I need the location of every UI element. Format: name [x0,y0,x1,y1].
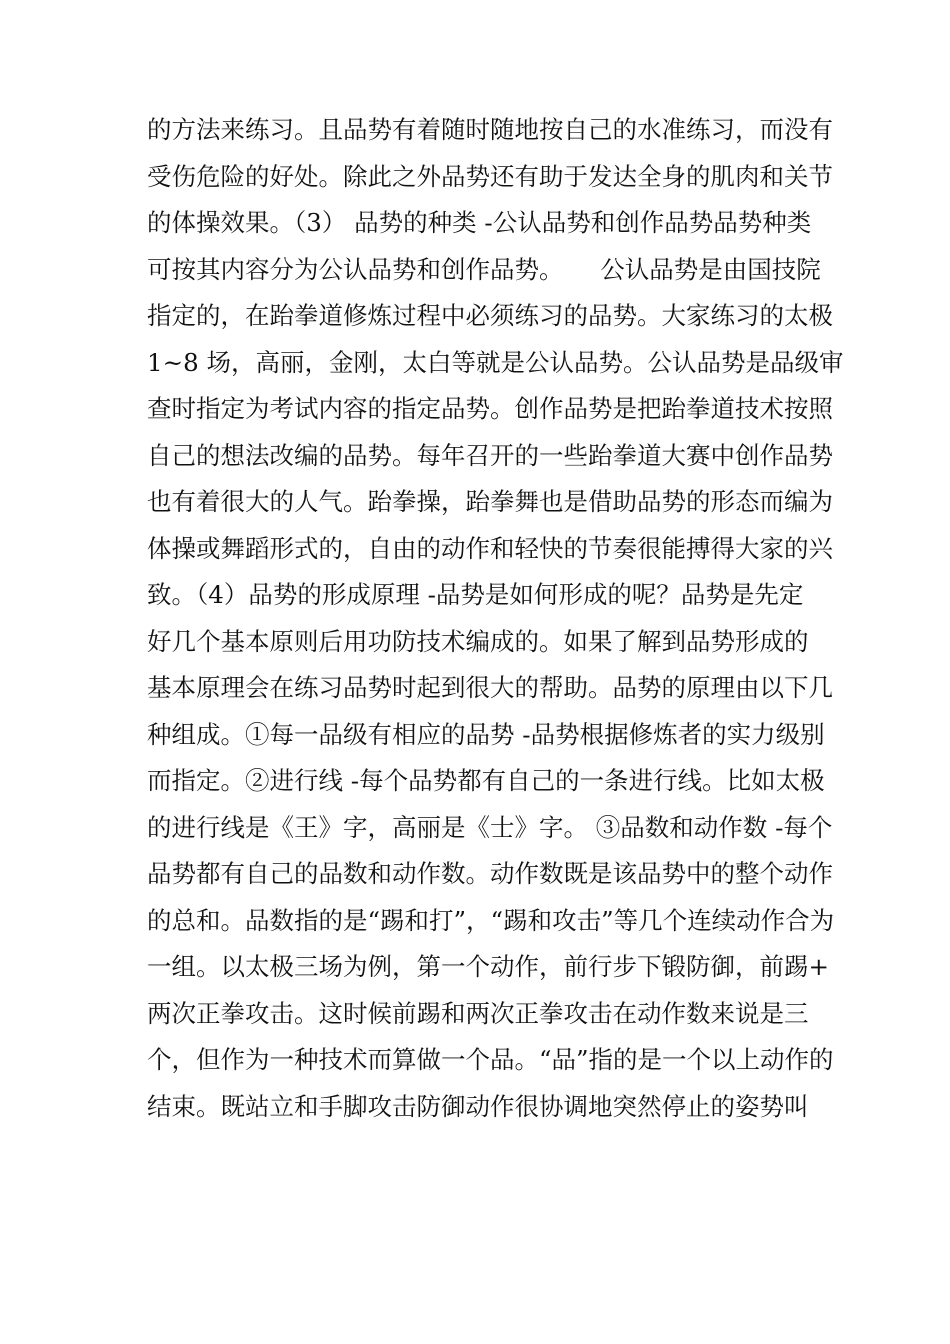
text-line: 指定的，在跆拳道修炼过程中必须练习的品势。大家练习的太极 [147,301,833,330]
text-line: 的体操效果。（3） 品势的种类 -公认品势和创作品势品势种类 [147,208,812,237]
text-line: 个，但作为一种技术而算做一个品。“品”指的是一个以上动作的 [147,1045,834,1074]
text-line: 受伤危险的好处。除此之外品势还有助于发达全身的肌肉和关节 [147,161,833,191]
text-line: 两次正拳攻击。这时候前踢和两次正拳攻击在动作数来说是三 [147,998,809,1028]
text-line: 好几个基本原则后用功防技术编成的。如果了解到品势形成的 [147,626,809,656]
text-line: 致。（4）品势的形成原理 -品势是如何形成的呢？品势是先定 [147,580,804,609]
text-line: 的方法来练习。且品势有着随时随地按自己的水准练习，而没有 [147,115,833,144]
text-line: 也有着很大的人气。跆拳操，跆拳舞也是借助品势的形态而编为 [147,487,833,516]
text-line: 品势都有自己的品数和动作数。动作数既是该品势中的整个动作 [147,859,833,888]
body-text [147,107,847,1130]
text-line: 1~8 场，高丽，金刚，太白等就是公认品势。公认品势是品级审 [147,347,844,377]
text-line: 种组成。①每一品级有相应的品势 -品势根据修炼者的实力级别 [147,719,825,749]
text-line: 的总和。品数指的是“踢和打”，“踢和攻击”等几个连续动作合为 [147,905,835,935]
text-line: 结束。既站立和手脚攻击防御动作很协调地突然停止的姿势叫 [147,1091,809,1121]
text-line: 体操或舞蹈形式的，自由的动作和轻快的节奏很能搏得大家的兴 [147,533,833,563]
text-line: 自己的想法改编的品势。每年召开的一些跆拳道大赛中创作品势 [147,440,833,470]
text-line: 查时指定为考试内容的指定品势。创作品势是把跆拳道技术按照 [147,394,833,423]
text-line: 基本原理会在练习品势时起到很大的帮助。品势的原理由以下几 [147,673,833,702]
text-line: 可按其内容分为公认品势和创作品势。 公认品势是由国技院 [147,254,821,284]
text-line: 一组。以太极三场为例，第一个动作，前行步下锻防御，前踢+ [147,952,830,981]
text-line: 而指定。②进行线 -每个品势都有自己的一条进行线。比如太极 [147,766,825,795]
text-line: 的进行线是《王》字，高丽是《士》字。 ③品数和动作数 -每个 [147,812,833,842]
